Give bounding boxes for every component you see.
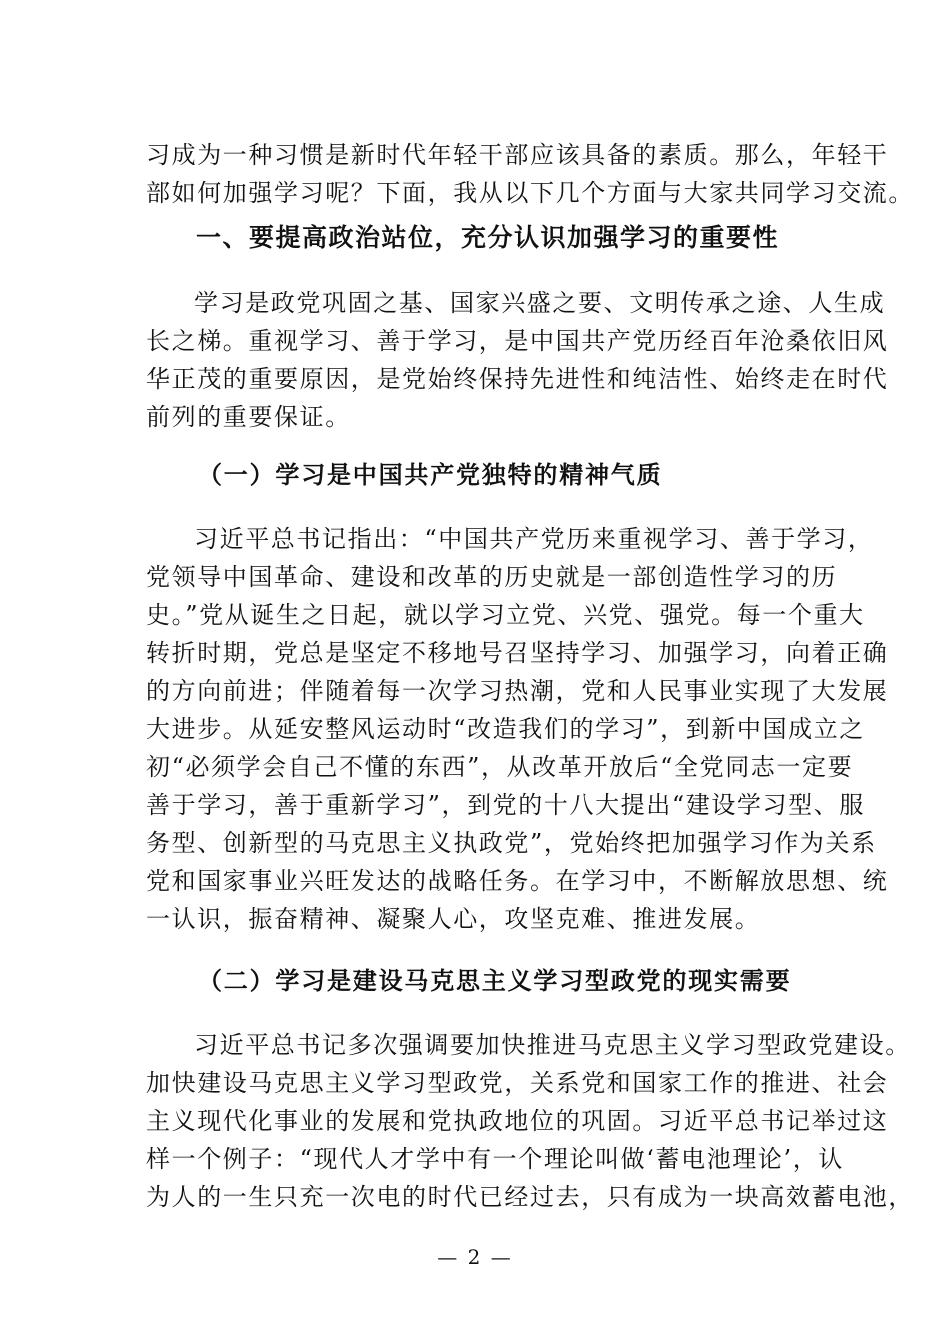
page-number: — 2 — bbox=[437, 1245, 513, 1269]
p2-line-7: 初“必须学会自己不懂的东西”，从改革开放后“全党同志一定要 bbox=[146, 753, 854, 781]
intro-line-1: 习成为一种习惯是新时代年轻干部应该具备的素质。那么，年轻干 bbox=[146, 141, 889, 169]
p3-line-4: 样一个例子：“现代人才学中有一个理论叫做‘蓄电池理论’，认 bbox=[146, 1145, 844, 1173]
subsection-heading-2: （二）学习是建设马克思主义学习型政党的现实需要 bbox=[198, 966, 792, 995]
p2-line-1: 习近平总书记指出：“中国共产党历来重视学习、善于学习， bbox=[194, 525, 874, 553]
p1-line-2: 长之梯。重视学习、善于学习，是中国共产党历经百年沧桑依旧风 bbox=[146, 327, 889, 355]
p3-line-1: 习近平总书记多次强调要加快推进马克思主义学习型政党建设。 bbox=[194, 1031, 911, 1059]
p2-line-9: 务型、创新型的马克思主义执政党”，党始终把加强学习作为关系 bbox=[146, 829, 877, 857]
p2-line-2: 党领导中国革命、建设和改革的历史就是一部创造性学习的历 bbox=[146, 563, 838, 591]
p2-line-8: 善于学习，善于重新学习”，到党的十八大提出“建设学习型、服 bbox=[146, 791, 865, 819]
p2-line-4: 转折时期，党总是坚定不移地号召坚持学习、加强学习，向着正确 bbox=[146, 639, 889, 667]
p3-line-2: 加快建设马克思主义学习型政党，关系党和国家工作的推进、社会 bbox=[146, 1069, 889, 1097]
p3-line-3: 主义现代化事业的发展和党执政地位的巩固。习近平总书记举过这 bbox=[146, 1107, 889, 1135]
p2-line-11: 一认识，振奋精神、凝聚人心，攻坚克难、推进发展。 bbox=[146, 905, 761, 933]
p2-line-10: 党和国家事业兴旺发达的战略任务。在学习中，不断解放思想、统 bbox=[146, 867, 889, 895]
p1-line-3: 华正茂的重要原因，是党始终保持先进性和纯洁性、始终走在时代 bbox=[146, 365, 889, 393]
p2-line-5: 的方向前进；伴随着每一次学习热潮，党和人民事业实现了大发展 bbox=[146, 677, 889, 705]
p2-line-6: 大进步。从延安整风运动时“改造我们的学习”，到新中国成立之 bbox=[146, 715, 865, 743]
p2-line-3: 史。”党从诞生之日起，就以学习立党、兴党、强党。每一个重大 bbox=[146, 601, 865, 629]
p1-line-1: 学习是政党巩固之基、国家兴盛之要、文明传承之途、人生成 bbox=[194, 289, 886, 317]
intro-line-2: 部如何加强学习呢？下面，我从以下几个方面与大家共同学习交流。 bbox=[146, 179, 914, 207]
p3-line-5: 为人的一生只充一次电的时代已经过去，只有成为一块高效蓄电池， bbox=[146, 1183, 914, 1211]
section-heading-1: 一、要提高政治站位，充分认识加强学习的重要性 bbox=[196, 223, 780, 252]
p1-line-4: 前列的重要保证。 bbox=[146, 403, 351, 431]
subsection-heading-1: （一）学习是中国共产党独特的精神气质 bbox=[198, 460, 663, 489]
